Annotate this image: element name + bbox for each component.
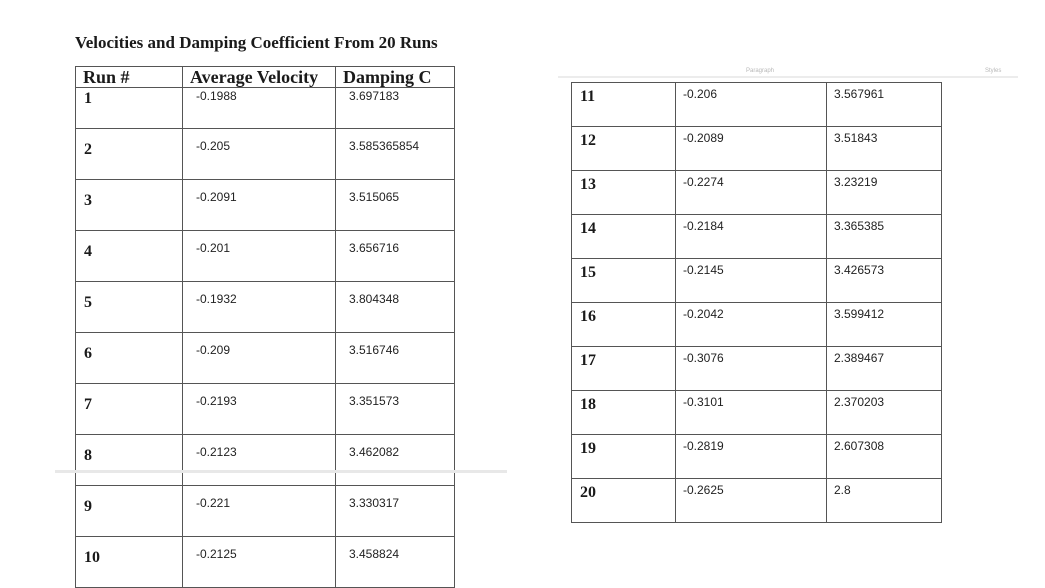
table-row bbox=[76, 435, 455, 486]
damping-cell: 3.567961 bbox=[827, 83, 942, 127]
run-cell: 2 bbox=[76, 129, 183, 180]
velocity-cell: -0.3101 bbox=[676, 391, 827, 435]
damping-cell: 3.330317 bbox=[336, 486, 455, 537]
page-divider bbox=[55, 470, 507, 473]
velocity-cell: -0.206 bbox=[676, 83, 827, 127]
damping-cell: 2.607308 bbox=[827, 435, 942, 479]
velocity-cell: -0.2145 bbox=[676, 259, 827, 303]
run-cell: 8 bbox=[76, 435, 183, 486]
ribbon-styles-label: Styles bbox=[985, 68, 1002, 74]
damping-cell: 3.599412 bbox=[827, 303, 942, 347]
table-row bbox=[572, 259, 942, 303]
run-cell: 18 bbox=[572, 391, 676, 435]
damping-cell: 3.51843 bbox=[827, 127, 942, 171]
damping-cell: 3.585365854 bbox=[336, 129, 455, 180]
velocity-cell: -0.3076 bbox=[676, 347, 827, 391]
velocity-cell: -0.1932 bbox=[183, 282, 336, 333]
table-row bbox=[76, 231, 455, 282]
velocity-cell: -0.2184 bbox=[676, 215, 827, 259]
damping-cell: 3.462082 bbox=[336, 435, 455, 486]
table-row bbox=[76, 129, 455, 180]
run-cell: 1 bbox=[76, 88, 183, 129]
document-title: Velocities and Damping Coefficient From 20 Runs bbox=[75, 33, 438, 52]
header-damping: Damping C bbox=[336, 67, 455, 88]
velocity-cell: -0.2042 bbox=[676, 303, 827, 347]
run-cell: 3 bbox=[76, 180, 183, 231]
ribbon-paragraph-label: Paragraph bbox=[746, 68, 775, 74]
damping-cell: 2.370203 bbox=[827, 391, 942, 435]
velocity-cell: -0.2089 bbox=[676, 127, 827, 171]
table-row bbox=[572, 215, 942, 259]
run-cell: 5 bbox=[76, 282, 183, 333]
velocity-cell: -0.221 bbox=[183, 486, 336, 537]
damping-cell: 2.389467 bbox=[827, 347, 942, 391]
damping-cell: 3.804348 bbox=[336, 282, 455, 333]
velocity-cell: -0.2125 bbox=[183, 537, 336, 588]
damping-cell: 3.697183 bbox=[336, 88, 455, 129]
table-row bbox=[76, 384, 455, 435]
runs-table-part-1 bbox=[75, 66, 455, 588]
velocity-cell: -0.2091 bbox=[183, 180, 336, 231]
table-row bbox=[572, 479, 942, 523]
table-row bbox=[76, 282, 455, 333]
header-average-velocity: Average Velocity bbox=[183, 67, 336, 88]
table-row bbox=[572, 127, 942, 171]
table-row bbox=[572, 83, 942, 127]
table-row bbox=[76, 88, 455, 129]
run-cell: 4 bbox=[76, 231, 183, 282]
table-row bbox=[572, 435, 942, 479]
velocity-cell: -0.2819 bbox=[676, 435, 827, 479]
runs-table-part-2 bbox=[571, 82, 942, 523]
table-row bbox=[76, 180, 455, 231]
damping-cell: 3.426573 bbox=[827, 259, 942, 303]
damping-cell: 3.23219 bbox=[827, 171, 942, 215]
table-header-row bbox=[76, 67, 455, 88]
run-cell: 13 bbox=[572, 171, 676, 215]
velocity-cell: -0.2274 bbox=[676, 171, 827, 215]
damping-cell: 3.458824 bbox=[336, 537, 455, 588]
velocity-cell: -0.205 bbox=[183, 129, 336, 180]
run-cell: 10 bbox=[76, 537, 183, 588]
table-row bbox=[572, 171, 942, 215]
velocity-cell: -0.2625 bbox=[676, 479, 827, 523]
damping-cell: 2.8 bbox=[827, 479, 942, 523]
table-row bbox=[76, 486, 455, 537]
velocity-cell: -0.2123 bbox=[183, 435, 336, 486]
run-cell: 12 bbox=[572, 127, 676, 171]
velocity-cell: -0.1988 bbox=[183, 88, 336, 129]
header-run: Run # bbox=[76, 67, 183, 88]
damping-cell: 3.365385 bbox=[827, 215, 942, 259]
damping-cell: 3.516746 bbox=[336, 333, 455, 384]
damping-cell: 3.515065 bbox=[336, 180, 455, 231]
table-row bbox=[572, 347, 942, 391]
run-cell: 11 bbox=[572, 83, 676, 127]
table-row bbox=[76, 537, 455, 588]
velocity-cell: -0.209 bbox=[183, 333, 336, 384]
damping-cell: 3.656716 bbox=[336, 231, 455, 282]
run-cell: 15 bbox=[572, 259, 676, 303]
run-cell: 6 bbox=[76, 333, 183, 384]
run-cell: 16 bbox=[572, 303, 676, 347]
run-cell: 20 bbox=[572, 479, 676, 523]
velocity-cell: -0.2193 bbox=[183, 384, 336, 435]
table-row bbox=[76, 333, 455, 384]
run-cell: 7 bbox=[76, 384, 183, 435]
table-row bbox=[572, 303, 942, 347]
run-cell: 9 bbox=[76, 486, 183, 537]
damping-cell: 3.351573 bbox=[336, 384, 455, 435]
run-cell: 14 bbox=[572, 215, 676, 259]
run-cell: 19 bbox=[572, 435, 676, 479]
table-row bbox=[572, 391, 942, 435]
run-cell: 17 bbox=[572, 347, 676, 391]
velocity-cell: -0.201 bbox=[183, 231, 336, 282]
ribbon-divider bbox=[558, 76, 1018, 78]
